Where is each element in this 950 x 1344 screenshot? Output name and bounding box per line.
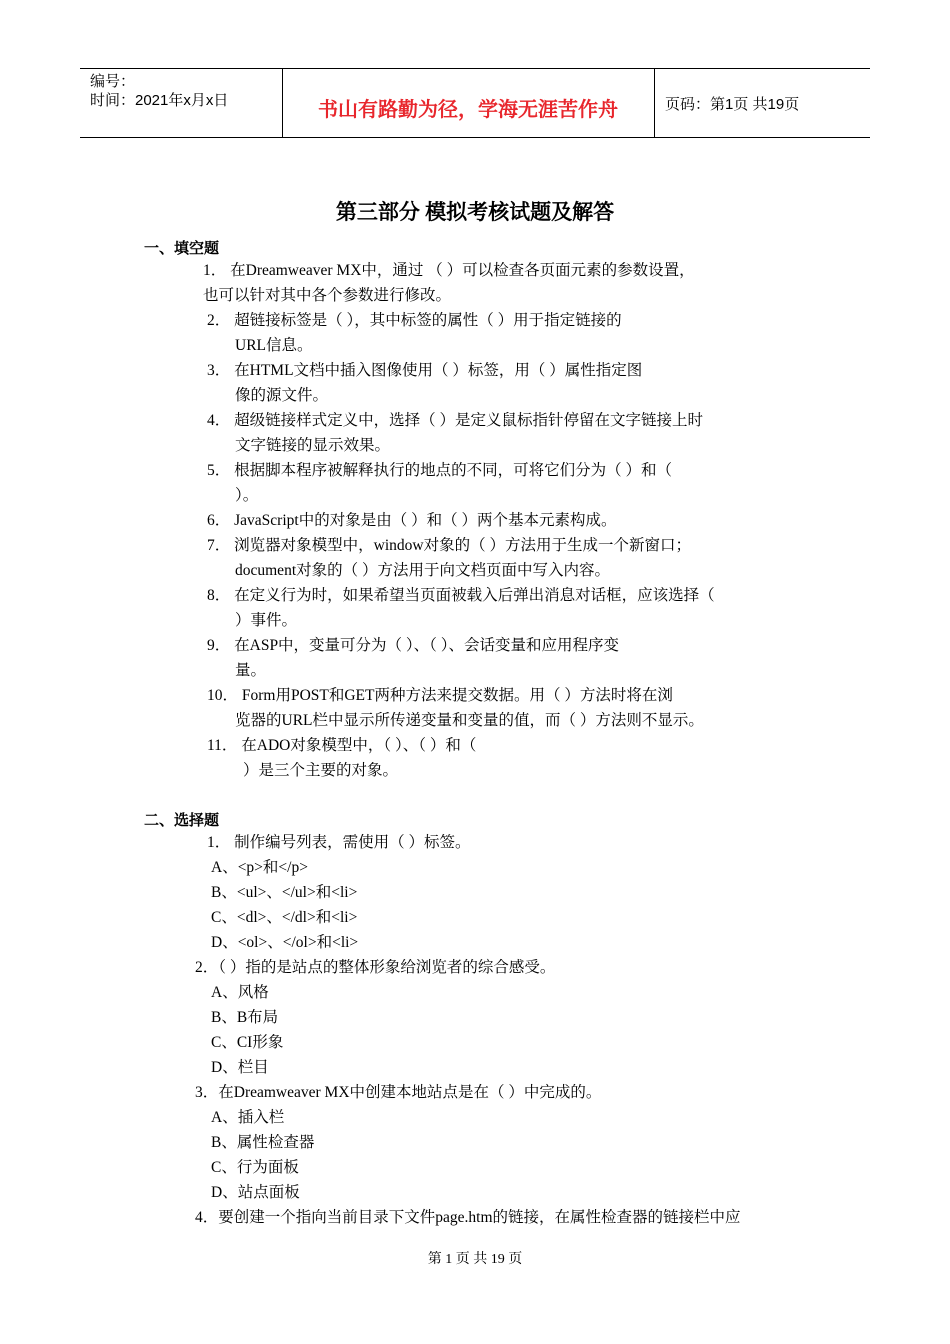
page-footer: 第 1 页 共 19 页 bbox=[427, 1252, 523, 1267]
option-line: B、属性检查器 bbox=[211, 1134, 315, 1151]
option-line: D、栏目 bbox=[211, 1059, 269, 1076]
question-line: 览器的URL栏中显示所传递变量和变量的值，而（ ）方法则不显示。 bbox=[235, 712, 704, 729]
question-line: 2． 超链接标签是（ ），其中标签的属性（ ）用于指定链接的 bbox=[207, 312, 622, 329]
question-line: 1． 制作编号列表，需使用（ ）标签。 bbox=[207, 834, 471, 851]
question-line: ）。 bbox=[235, 487, 259, 504]
question-line: 5． 根据脚本程序被解释执行的地点的不同，可将它们分为（ ）和（ bbox=[207, 462, 673, 479]
header-motto: 书山有路勤为径，学海无涯苦作舟 bbox=[318, 97, 618, 121]
question-line: document对象的（ ）方法用于向文档页面中写入内容。 bbox=[235, 562, 610, 579]
option-line: C、<dl>、</dl>和<li> bbox=[211, 909, 358, 926]
question-line: 9． 在ASP中，变量可分为（ ）、（ ）、会话变量和应用程序变 bbox=[207, 637, 620, 654]
header-right-cell bbox=[655, 69, 870, 137]
option-line: B、<ul>、</ul>和<li> bbox=[211, 884, 358, 901]
page-title: 第三部分 模拟考核试题及解答 bbox=[335, 200, 615, 224]
question-line: 4．要创建一个指向当前目录下文件page.htm的链接，在属性检查器的链接栏中应 bbox=[195, 1209, 741, 1226]
option-line: C、行为面板 bbox=[211, 1159, 299, 1176]
question-line: ）是三个主要的对象。 bbox=[243, 762, 399, 779]
option-line: C、CI形象 bbox=[211, 1034, 284, 1051]
question-line: 也可以针对其中各个参数进行修改。 bbox=[203, 287, 452, 304]
question-line: 8． 在定义行为时，如果希望当页面被载入后弹出消息对话框，应该选择（ bbox=[207, 587, 715, 604]
question-line: 2．（ ）指的是站点的整体形象给浏览者的综合感受。 bbox=[195, 959, 556, 976]
question-line: 像的源文件。 bbox=[235, 387, 329, 404]
option-line: A、插入栏 bbox=[211, 1109, 285, 1126]
question-line: 量。 bbox=[235, 662, 267, 679]
option-line: B、B布局 bbox=[211, 1009, 279, 1026]
document-number-label: 编号： bbox=[90, 73, 136, 90]
question-line: 7． 浏览器对象模型中，window对象的（ ）方法用于生成一个新窗口； bbox=[207, 537, 691, 554]
question-line: ）事件。 bbox=[235, 612, 298, 629]
option-line: A、风格 bbox=[211, 984, 269, 1001]
document-time-label: 时间：2021年x月x日 bbox=[90, 92, 229, 109]
question-line: 1． 在Dreamweaver MX中，通过 （ ）可以检查各页面元素的参数设置， bbox=[203, 262, 695, 279]
option-line: A、<p>和</p> bbox=[211, 859, 308, 876]
question-line: URL信息。 bbox=[235, 337, 313, 354]
header-center-cell bbox=[282, 69, 655, 137]
question-line: 11． 在ADO对象模型中，（ ）、（ ）和（ bbox=[207, 737, 477, 754]
section-heading-multiple-choice: 二、选择题 bbox=[144, 813, 220, 829]
header-left-cell bbox=[80, 69, 283, 137]
section-heading-fill-blank: 一、填空题 bbox=[144, 241, 220, 257]
question-line: 文字链接的显示效果。 bbox=[235, 437, 391, 454]
header-page-info: 页码：第1页 共19页 bbox=[665, 96, 800, 113]
option-line: D、<ol>、</ol>和<li> bbox=[211, 934, 359, 951]
question-line: 4． 超级链接样式定义中，选择（ ）是定义鼠标指针停留在文字链接上时 bbox=[207, 412, 704, 429]
question-line: 3．在Dreamweaver MX中创建本地站点是在（ ）中完成的。 bbox=[195, 1084, 602, 1101]
page-header bbox=[80, 68, 870, 138]
question-line: 10． Form用POST和GET两种方法来提交数据。用（ ）方法时将在浏 bbox=[207, 687, 673, 704]
option-line: D、站点面板 bbox=[211, 1184, 300, 1201]
question-line: 3． 在HTML文档中插入图像使用（ ）标签，用（ ）属性指定图 bbox=[207, 362, 643, 379]
question-line: 6． JavaScript中的对象是由（ ）和（ ）两个基本元素构成。 bbox=[207, 512, 617, 529]
